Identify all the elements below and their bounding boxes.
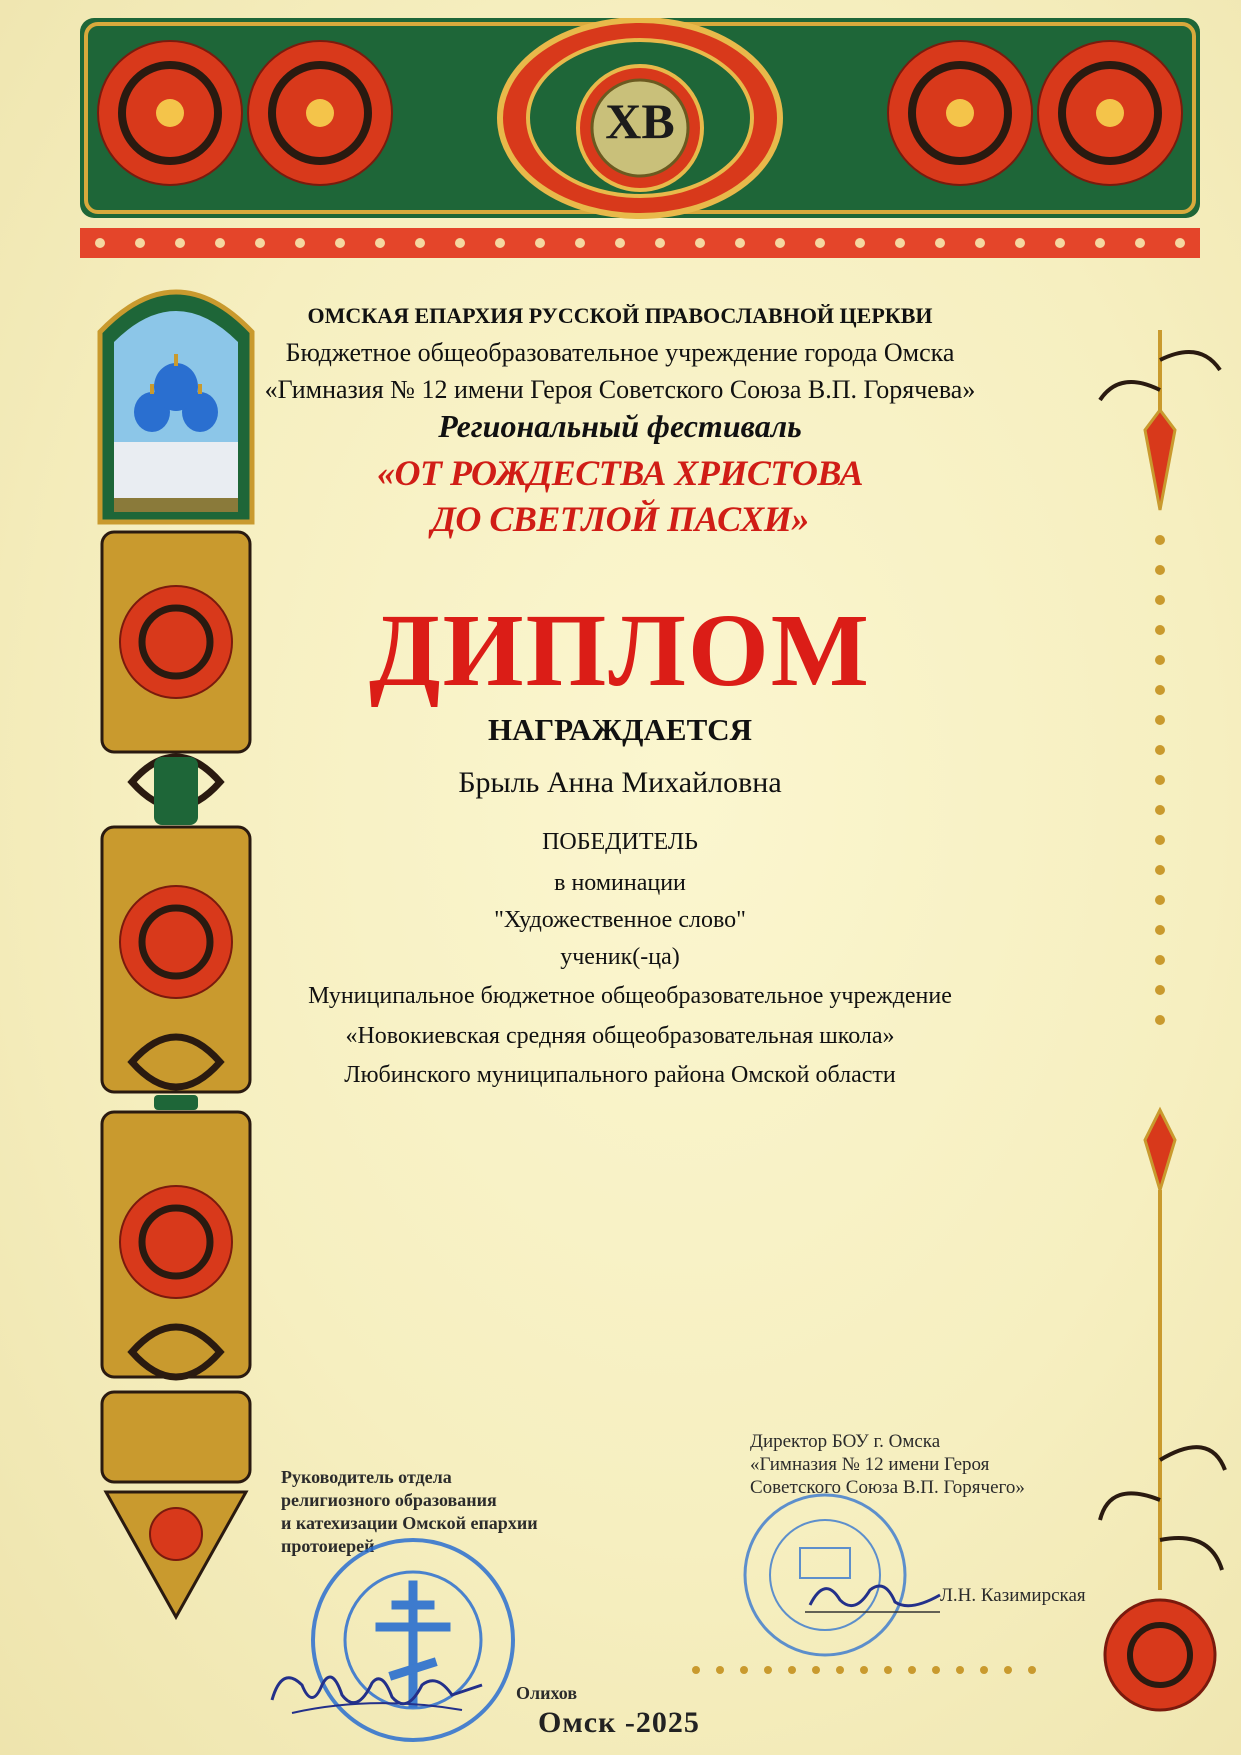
- left-signatory-line: и катехизации Омской епархии: [281, 1513, 538, 1533]
- city-year: Омск -2025: [538, 1706, 700, 1739]
- xb-badge: ХВ: [605, 93, 675, 149]
- festival-title-line-2: ДО СВЕТЛОЙ ПАСХИ»: [431, 499, 809, 539]
- school-line-3: Любинского муниципального района Омской области: [344, 1062, 896, 1088]
- awarded-label: НАГРАЖДАЕТСЯ: [487, 712, 753, 747]
- left-signatory-name: Олихов: [516, 1683, 578, 1703]
- institution-line-1: Бюджетное общеобразовательное учреждение города Омска: [285, 338, 955, 367]
- right-signatory-name: Л.Н. Казимирская: [940, 1585, 1086, 1606]
- left-signature: [262, 1655, 492, 1725]
- festival-title-line-1: «ОТ РОЖДЕСТВА ХРИСТОВА: [376, 453, 864, 493]
- right-signatory-line: Директор БОУ г. Омска: [750, 1431, 941, 1452]
- institution-line-2: «Гимназия № 12 имени Героя Советского Союза В.П. Горячева»: [264, 375, 976, 404]
- festival-label: Региональный фестиваль: [438, 408, 802, 444]
- nomination: "Художественное слово": [494, 907, 746, 933]
- recipient-name: Брыль Анна Михайловна: [458, 766, 782, 799]
- left-ornament-pillar: [92, 262, 260, 1622]
- left-signatory-line: Руководитель отдела: [281, 1467, 452, 1487]
- left-signatory-line: протоиерей: [281, 1536, 375, 1556]
- left-signatory-line: религиозного образования: [281, 1490, 497, 1510]
- rank: ПОБЕДИТЕЛЬ: [542, 829, 698, 855]
- school-line-1: Муниципальное бюджетное общеобразовательное учреждение: [308, 983, 952, 1009]
- right-signatory-title: [750, 1430, 1025, 1499]
- right-vine-ornament: [1000, 330, 1230, 1740]
- nomination-prefix: в номинации: [554, 870, 686, 896]
- eparchy-title: ОМСКАЯ ЕПАРХИЯ РУССКОЙ ПРАВОСЛАВНОЙ ЦЕРКВИ: [307, 303, 933, 328]
- right-signatory-line: Советского Союза В.П. Горячего»: [750, 1477, 1025, 1498]
- bottom-dotted-line: [690, 1664, 1070, 1676]
- diploma-title: ДИПЛОМ: [369, 593, 871, 708]
- right-signature: [800, 1570, 950, 1620]
- role: ученик(-ца): [560, 944, 680, 970]
- right-signatory-line: «Гимназия № 12 имени Героя: [750, 1454, 990, 1475]
- school-line-2: «Новокиевская средняя общеобразовательная школа»: [345, 1023, 895, 1049]
